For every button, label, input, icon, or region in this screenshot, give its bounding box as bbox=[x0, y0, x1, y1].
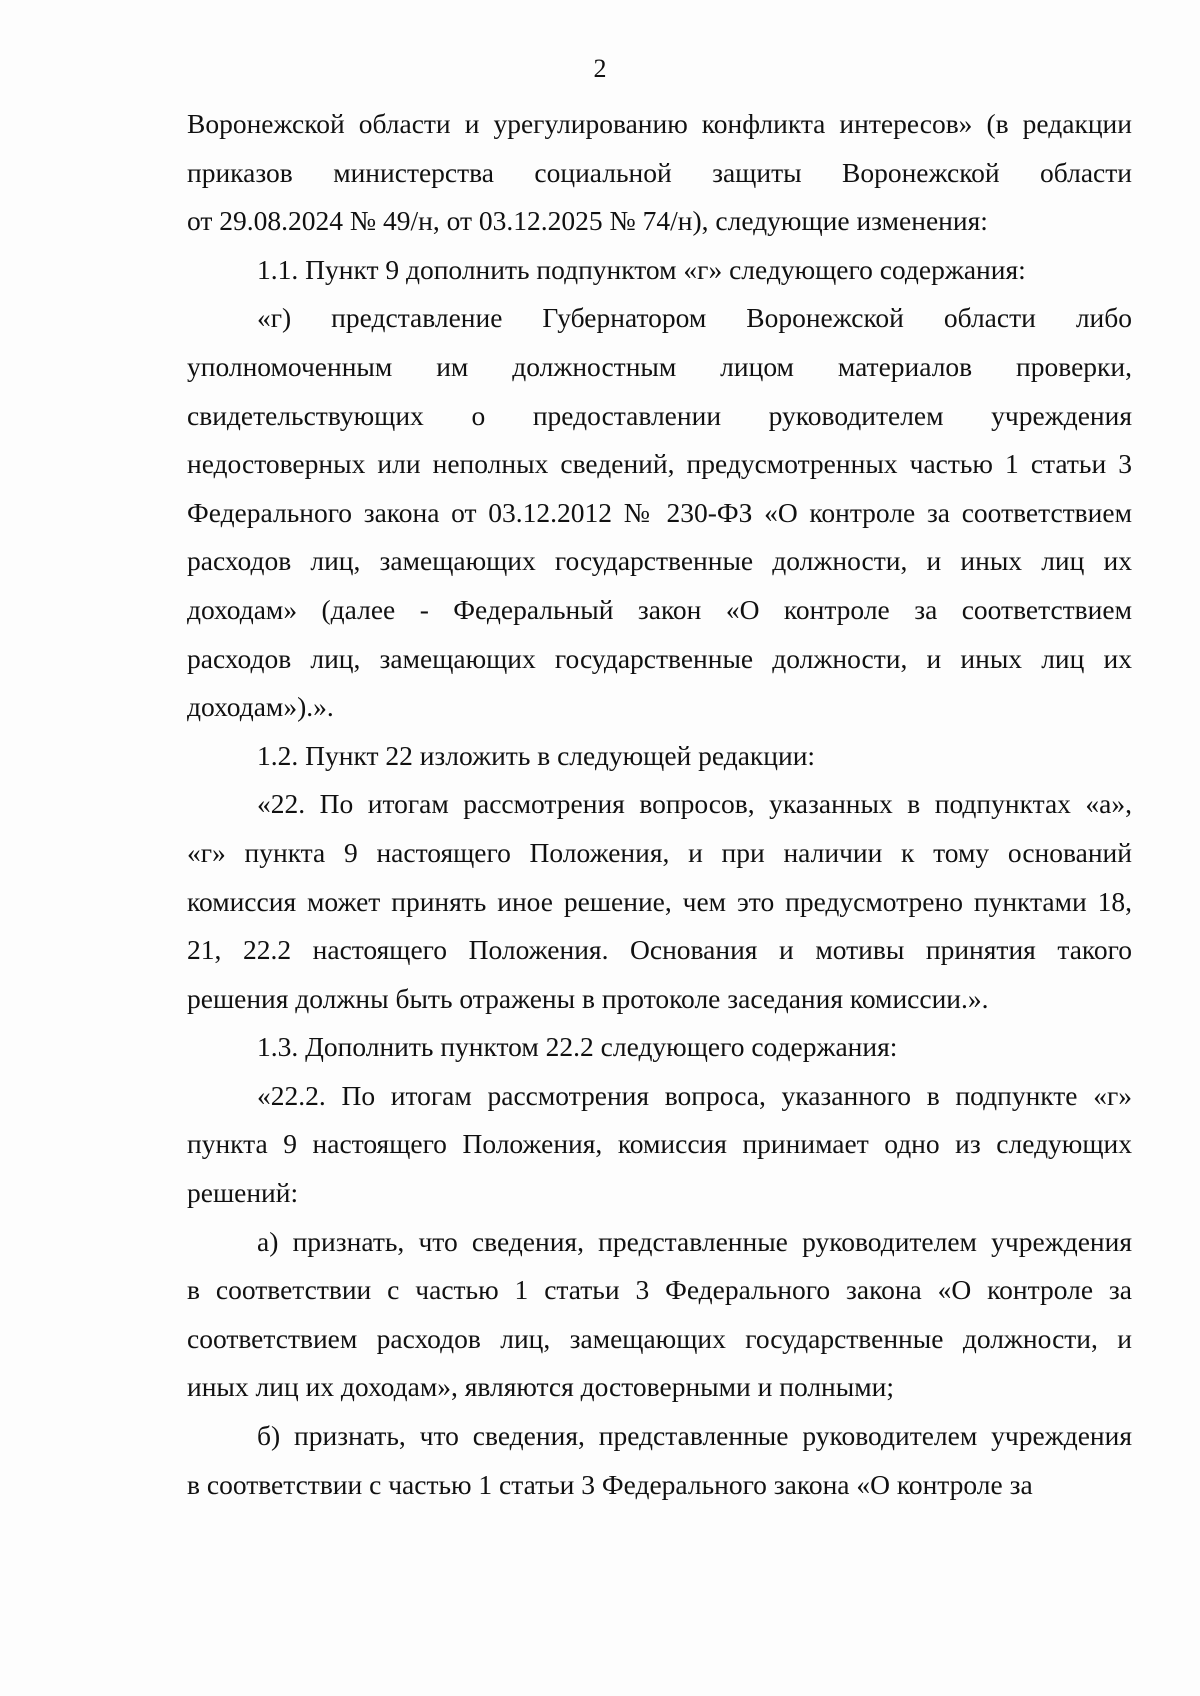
document-body bbox=[187, 100, 1132, 1509]
text-line: пункта 9 настоящего Положения, комиссия принимает одно из следующих bbox=[187, 1128, 1132, 1160]
text-line: 21, 22.2 настоящего Положения. Основания и мотивы принятия такого bbox=[187, 934, 1132, 966]
text-line: соответствием расходов лиц, замещающих государственные должности, и bbox=[187, 1322, 1132, 1354]
paragraph bbox=[187, 294, 1132, 731]
text-line: а) признать, что сведения, представленные руководителем учреждения bbox=[257, 1225, 1132, 1257]
paragraph bbox=[187, 732, 1132, 781]
text-line: приказов министерства социальной защиты Воронежской области bbox=[187, 156, 1132, 188]
text-line: «22.2. По итогам рассмотрения вопроса, указанного в подпункте «г» bbox=[257, 1079, 1132, 1111]
text-line: от 29.08.2024 № 49/н, от 03.12.2025 № 74/н), следующие изменения: bbox=[187, 205, 988, 237]
text-line: свидетельствующих о предоставлении руководителем учреждения bbox=[187, 399, 1132, 431]
text-line: Федерального закона от 03.12.2012 № 230-ФЗ «О контроле за соответствием bbox=[187, 496, 1132, 528]
text-line: доходам» (далее - Федеральный закон «О контроле за соответствием bbox=[187, 593, 1132, 625]
paragraph bbox=[187, 1412, 1132, 1509]
text-line: Воронежской области и урегулированию конфликта интересов» (в редакции bbox=[187, 108, 1132, 139]
paragraph bbox=[187, 246, 1132, 295]
paragraph bbox=[187, 1023, 1132, 1072]
text-line: 1.3. Дополнить пунктом 22.2 следующего содержания: bbox=[257, 1031, 898, 1063]
paragraph bbox=[187, 1072, 1132, 1218]
text-line: 1.2. Пункт 22 изложить в следующей редакции: bbox=[257, 739, 816, 771]
text-line: 1.1. Пункт 9 дополнить подпунктом «г» следующего содержания: bbox=[257, 253, 1026, 285]
paragraph bbox=[187, 780, 1132, 1023]
text-line: доходам»).». bbox=[187, 691, 334, 723]
text-line: комиссия может принять иное решение, чем это предусмотрено пунктами 18, bbox=[187, 885, 1132, 917]
text-line: решения должны быть отражены в протоколе заседания комиссии.». bbox=[187, 982, 989, 1014]
text-line: уполномоченным им должностным лицом материалов проверки, bbox=[187, 350, 1132, 382]
text-line: недостоверных или неполных сведений, предусмотренных частью 1 статьи 3 bbox=[187, 448, 1132, 480]
paragraph bbox=[187, 1218, 1132, 1412]
text-line: расходов лиц, замещающих государственные должности, и иных лиц их bbox=[187, 642, 1132, 674]
text-line: решений: bbox=[187, 1177, 299, 1209]
text-line: «г) представление Губернатором Воронежской области либо bbox=[257, 302, 1132, 334]
text-line: «22. По итогам рассмотрения вопросов, указанных в подпунктах «а», bbox=[257, 788, 1132, 820]
text-line: в соответствии с частью 1 статьи 3 Федерального закона «О контроле за bbox=[187, 1274, 1132, 1306]
text-line: б) признать, что сведения, представленные руководителем учреждения bbox=[257, 1420, 1132, 1452]
page-number: 2 bbox=[593, 54, 607, 83]
text-line: «г» пункта 9 настоящего Положения, и при наличии к тому оснований bbox=[187, 836, 1132, 868]
paragraph bbox=[187, 100, 1132, 246]
text-line: иных лиц их доходам», являются достоверными и полными; bbox=[187, 1371, 895, 1403]
text-line: расходов лиц, замещающих государственные должности, и иных лиц их bbox=[187, 545, 1132, 577]
text-line: в соответствии с частью 1 статьи 3 Федерального закона «О контроле за bbox=[187, 1468, 1033, 1500]
